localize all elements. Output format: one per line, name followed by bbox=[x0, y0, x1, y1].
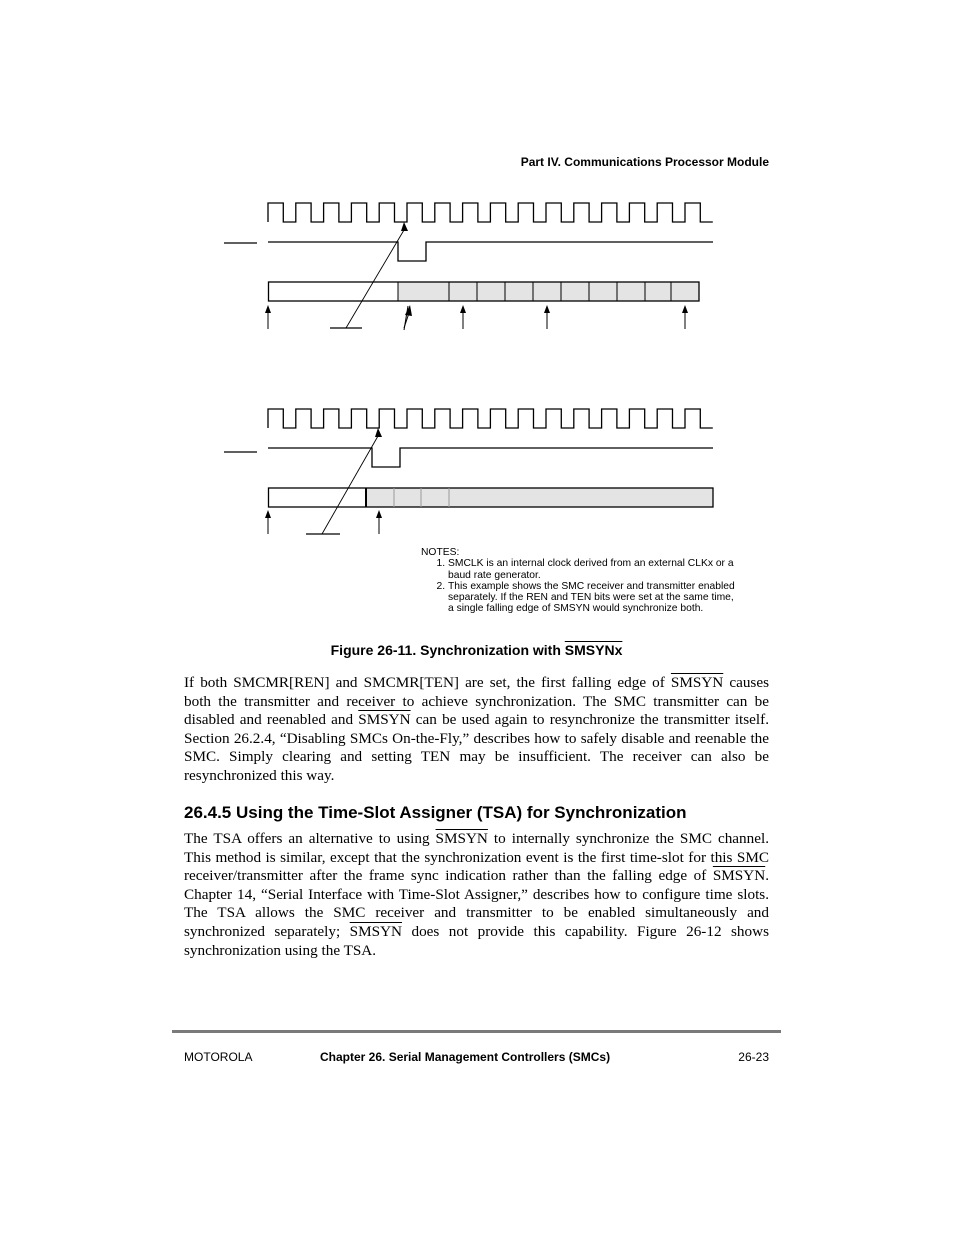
transmitter-timing-diagram bbox=[224, 306, 713, 534]
sync-edge-pointer bbox=[322, 436, 378, 534]
body-paragraph: If both SMCMR[REN] and SMCMR[TEN] are set, the first falling edge of SMSYN causes both the transmitter and receiver to achieve synchronization. The SMC transmitter can be disabled and reenabled and SMSYN can be used again to resynchronize the transmitter itself. Section 26.2.4, “Disabling SMCs On-the-Fly,” describes how to safely disable and reenable the SMC. Simply clearing and setting TEN may be insufficient. The receiver can also be resynchronized this way. bbox=[184, 674, 769, 784]
signal-name: SMSYN bbox=[349, 922, 403, 940]
pointer-arrow-head bbox=[375, 428, 382, 437]
signal-name: SMSYN bbox=[712, 867, 766, 885]
arrow-head bbox=[376, 510, 382, 518]
figure-notes bbox=[421, 547, 741, 615]
caption-signal-name: SMSYNx bbox=[564, 642, 623, 658]
receiver-timing-diagram bbox=[224, 203, 713, 329]
shaded-data-region bbox=[366, 488, 713, 507]
footer-page-number: 26-23 bbox=[738, 1050, 769, 1064]
footer-company: MOTOROLA bbox=[184, 1050, 253, 1064]
footer-chapter-title: Chapter 26. Serial Management Controllers (SMCs) bbox=[320, 1050, 611, 1064]
signal-name: SMSYN bbox=[358, 711, 411, 729]
arrow-head bbox=[544, 305, 550, 313]
smsyn-waveform bbox=[268, 448, 713, 467]
arrow-head bbox=[265, 510, 271, 518]
note-item: 2. This example shows the SMC receiver and transmitter enabled separately. If the REN and TEN bits were set at the same time, a single falling edge of SMSYN would synchronize both. bbox=[448, 581, 741, 615]
pointer-arrow-head bbox=[401, 222, 408, 231]
shaded-data-region bbox=[398, 282, 699, 301]
smclk-waveform bbox=[268, 409, 713, 428]
signal-name: SMSYN bbox=[670, 674, 724, 691]
notes-title: NOTES: bbox=[421, 547, 460, 558]
footer-rule bbox=[172, 1030, 781, 1033]
smsyn-waveform bbox=[268, 242, 713, 261]
signal-name: SMSYN bbox=[435, 830, 488, 847]
synchronization-timing-diagram bbox=[0, 0, 954, 545]
section-heading: 26.4.5 Using the Time-Slot Assigner (TSA) for Synchronization bbox=[184, 803, 687, 822]
arrow-head bbox=[265, 305, 271, 313]
arrow-head bbox=[405, 305, 412, 316]
arrow-head bbox=[460, 305, 466, 313]
arrow-head bbox=[682, 305, 688, 313]
figure-caption: Figure 26-11. Synchronization with SMSYNx bbox=[330, 642, 623, 658]
sync-edge-pointer bbox=[346, 230, 404, 328]
smclk-waveform bbox=[268, 203, 713, 222]
note-item: 1. SMCLK is an internal clock derived from an external CLKx or a baud rate generator. bbox=[448, 558, 741, 581]
body-paragraph: The TSA offers an alternative to using SMSYN to internally synchronize the SMC channel. This method is similar, except that the synchronization event is the first time-slot for this SMC receiver/transmitter after the frame sync indication rather than the falling edge of SMSYN. Chapter 14, “Serial Interface with Time-Slot Assigner,” describes how to configure time slots. The TSA allows the SMC receiver and transmitter to be enabled simultaneously and synchronized separately; SMSYN does not provide this capability. Figure 26-12 shows synchronization using the TSA. bbox=[184, 830, 769, 959]
running-header: Part IV. Communications Processor Module bbox=[520, 155, 769, 169]
